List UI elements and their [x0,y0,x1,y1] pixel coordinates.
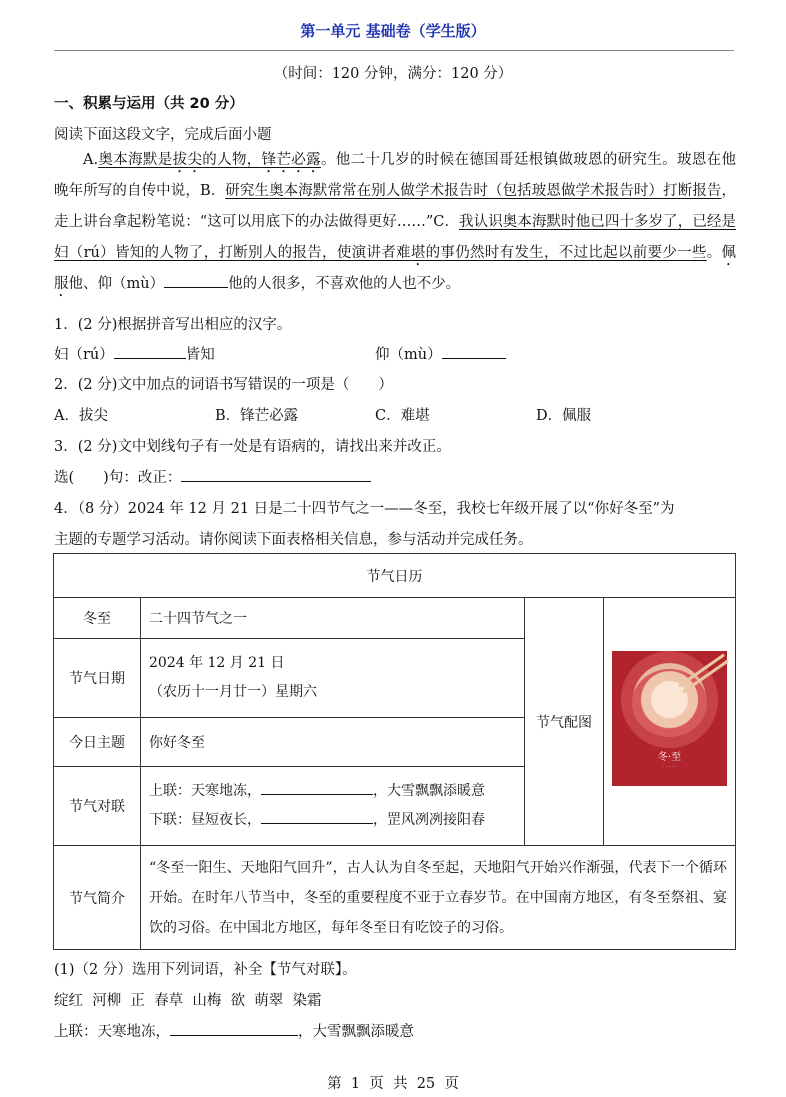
page-footer: 第 1 页 共 25 页 [327,1076,459,1092]
chopstick-graphic [678,653,725,687]
sub1-stem: (1)（2 分）选用下列词语，补全【节气对联】。 [54,962,357,978]
sentence-c-underlined: 我认识奥本海默时他已四十多岁了，已经是妇（rú）皆知的人物了，打断别人的报告，使演讲者难堪的事仍然时有发生，不过比起以前要少一些 [54,214,737,261]
row-label-intro: 节气简介 [54,846,141,950]
q1-answer-left: 妇（rú） 皆知 [54,343,215,364]
q1-stem: 1．(2 分)根据拼音写出相应的汉字。 [54,317,292,333]
time-info: （时间：120 分钟，满分：120 分） [273,66,513,82]
row-label-theme: 今日主题 [54,718,141,767]
row-value-theme: 你好冬至 [141,718,525,767]
date-gregorian: 2024 年 12 月 21 日 [149,655,285,671]
q3-stem: 3．(2 分)文中划线句子有一处是有语病的，请找出来并改正。 [54,439,451,455]
dotted-word-peifu: 佩服 [54,245,737,292]
couplet-upper: 上联：天寒地冻， ，大雪飘飘添暖意 [149,777,516,806]
couplet-upper-blank[interactable] [261,780,373,795]
row-value-couplet [141,767,525,846]
section-title: 一、积累与运用（共 20 分） [54,96,244,112]
winter-solstice-picture [612,651,727,786]
q4-stem-line1: 4．（8 分）2024 年 12 月 21 日是二十四节气之一——冬至，我校七年级开展了以“你好冬至”为 [54,501,675,517]
q1-blank-ru[interactable] [114,344,186,359]
q1-blank-mu[interactable] [442,344,506,359]
row-label-couplet: 节气对联 [54,767,141,846]
sub1-blank[interactable] [170,1021,298,1036]
q1-answer-right: 仰（mù） [375,343,506,364]
dotted-word-baojian: 拔尖 [172,152,203,168]
row-value-dongzhi: 二十四节气之一 [141,598,525,639]
sentence-b-underlined: 研究生奥本海默常常在别人做学术报告时（包括玻恩做学术报告时）打断报告 [225,183,722,199]
q2-stem: 2．(2 分)文中加点的词语书写错误的一项是（ ） [54,377,393,393]
page-header-title: 第一单元 基础卷（学生版） [300,22,486,40]
q2-option-b[interactable]: B．锋芒必露 [215,408,299,424]
dotted-word-fengmang: 锋芒必露 [261,152,321,168]
q2-option-d[interactable]: D．佩服 [536,408,592,424]
picture-caption: 冬·至 [657,752,682,763]
row-label-dongzhi: 冬至 [54,598,141,639]
q3-blank[interactable] [181,467,371,482]
q2-option-a[interactable]: A．拔尖 [54,408,108,424]
date-lunar: （农历十一月廿一）星期六 [149,684,317,700]
dumpling-dish-graphic [632,669,707,737]
sentence-a-underlined: 奥本海默是拔尖的人物，锋芒必露 [98,152,321,168]
blank-mu[interactable] [164,273,228,288]
calendar-title: 节气日历 [54,554,736,598]
picture-fine-print: · · · · · [662,764,677,770]
q3-answer: 选( )句：改正： [54,466,371,487]
q4-stem-line2: 主题的专题学习活动。请你阅读下面表格相关信息，参与活动并完成任务。 [54,532,533,548]
row-value-date [141,639,525,718]
dotted-word-nankan: 堪 [410,245,426,261]
row-value-intro: “冬至一阳生、天地阳气回升”，古人认为自冬至起，天地阳气开始兴作渐强，代表下一个循环开始。在时年八节当中，冬至的重要程度不亚于立春岁节。在中国南方地区，有冬至祭祖、宴饮的习俗。在中国北方地区，每年冬至日有吃饺子的习俗。 [141,846,736,950]
sub1-answer: 上联：天寒地冻， ，大雪飘飘添暖意 [54,1020,414,1041]
couplet-lower: 下联：昼短夜长， ，罡风冽冽接阳春 [149,806,516,835]
q2-option-c[interactable]: C．难堪 [375,408,430,424]
sentence-a-marker: A. [83,152,99,168]
passage: A.奥本海默是拔尖的人物，锋芒必露。他二十几岁的时候在德国哥廷根镇做玻恩的研究生。玻恩在他晚年所写的自传中说，B．研究生奥本海默常常在别人做学术报告时（包括玻恩做学术报告时）打断报告，走上讲台拿起粉笔说：“这可以用底下的办法做得更好……”C．我认识奥本海默时他已四十多岁了，已经是妇（rú）皆知的人物了，打断别人的报告，使演讲者难堪的事仍然时有发生，不过比起以前要少一些。佩服他、仰（mù） 他的人很多，不喜欢他的人也不少。 [54,152,737,292]
header-divider [54,50,734,51]
sub1-word-bank: 绽红 河柳 正 春草 山梅 欲 萌翠 染霜 [54,993,322,1009]
section-instruction: 阅读下面这段文字，完成后面小题 [54,127,272,143]
row-label-date: 节气日期 [54,639,141,718]
image-label: 节气配图 [525,598,604,846]
couplet-lower-blank[interactable] [261,809,373,824]
